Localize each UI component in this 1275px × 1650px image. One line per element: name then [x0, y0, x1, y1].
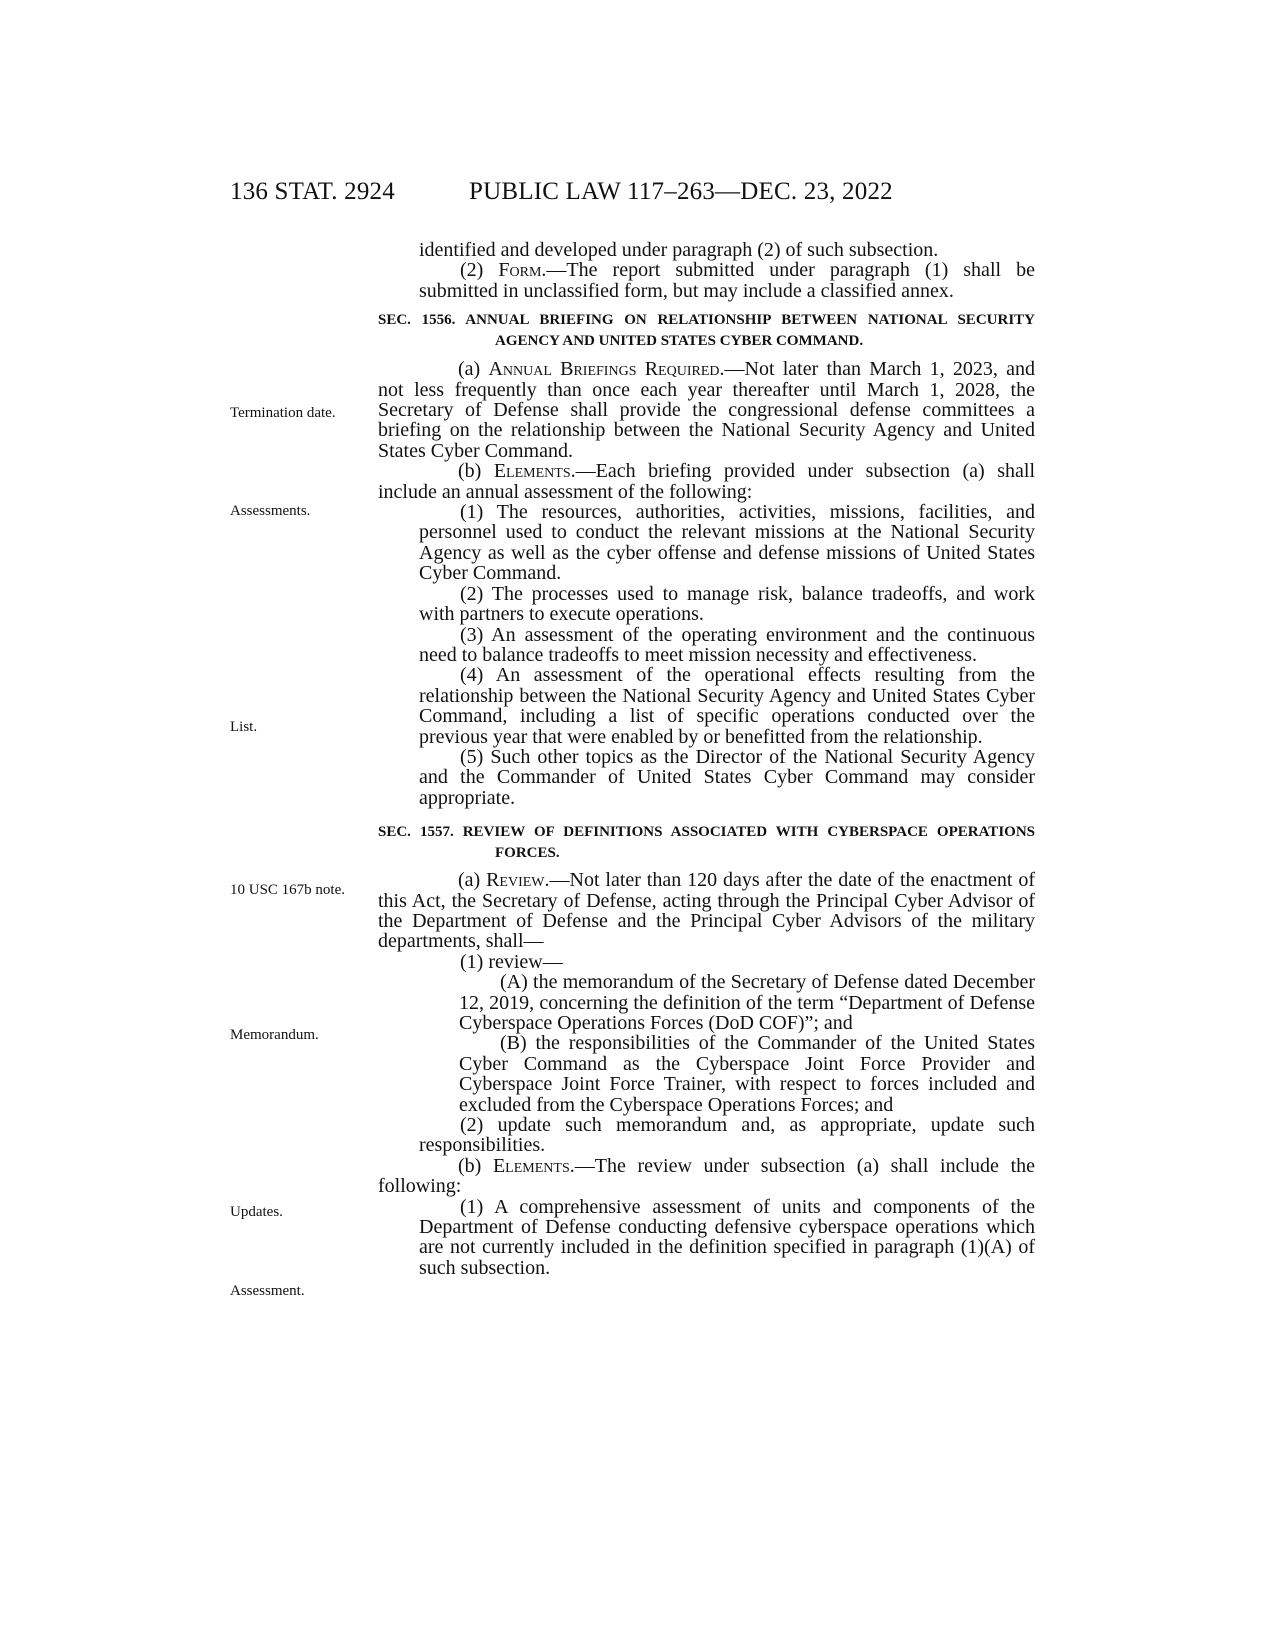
sec1557-subsection-b: (b) Elements.—The review under subsection (a) shall include the following:: [378, 1154, 1035, 1198]
sec1556-element-1: (1) The resources, authorities, activities, missions, facilities, and personnel used to conduct the relevant missions at the National Security Agency as well as the cyber offense and defense missions of United States Cyber Command.: [419, 501, 1035, 585]
margin-note-updates: Updates.: [230, 1204, 283, 1220]
sec1557-subsection-a: (a) Review.—Not later than 120 days after the date of the enactment of this Act, the Secretary of Defense, acting through the Principal Cyber Advisor of the Department of Defense and the Principal Cyber Advisors of the military departments, shall—: [378, 869, 1035, 953]
sec1556-subsection-b: (b) Elements.—Each briefing provided under subsection (a) shall include an annual assessment of the following:: [378, 460, 1035, 503]
subsection-heading-annual-briefings: Annual Briefings Required: [488, 358, 720, 381]
subsection-heading-elements: Elements: [493, 460, 571, 483]
sec1557-paragraph-1: (1) review—: [460, 950, 563, 973]
sec1556-element-4: (4) An assessment of the operational effects resulting from the relationship between the National Security Agency and United States Cyber Command, including a list of specific operations conducted over the previous year that were enabled by or benefitted from the relationship.: [419, 664, 1035, 748]
sec1557-paragraph-2: (2) update such memorandum and, as appropriate, update such responsibilities.: [419, 1114, 1035, 1157]
paragraph-2-form: (2) Form.—The report submitted under paragraph (1) shall be submitted in unclassified form, but may include a classified annex.: [419, 259, 1035, 302]
section-1556-heading: SEC. 1556. ANNUAL BRIEFING ON RELATIONSHIP BETWEEN NATIONAL SECURITY AGENCY AND UNITED STATES CYBER COMMAND.: [378, 312, 1035, 349]
margin-note-usc-citation: 10 USC 167b note.: [230, 882, 346, 898]
public-law-header: PUBLIC LAW 117–263—DEC. 23, 2022: [469, 178, 893, 205]
margin-note-termination-date: Termination date.: [230, 405, 336, 421]
sec1556-element-3: (3) An assessment of the operating environment and the continuous need to balance tradeoffs to meet mission necessity and effectiveness.: [419, 623, 1035, 666]
section-1557-heading: SEC. 1557. REVIEW OF DEFINITIONS ASSOCIATED WITH CYBERSPACE OPERATIONS FORCES.: [378, 824, 1035, 861]
margin-note-assessment: Assessment.: [230, 1283, 305, 1299]
margin-note-list: List.: [230, 719, 258, 735]
continued-paragraph: identified and developed under paragraph (2) of such subsection.: [419, 239, 939, 261]
document-body: [378, 240, 1035, 1278]
margin-note-memorandum: Memorandum.: [230, 1027, 319, 1043]
sec1557-subparagraph-b: (B) the responsibilities of the Commander of the United States Cyber Command as the Cyberspace Joint Force Provider and Cyberspace Joint Force Trainer, with respect to forces included and excluded from the Cyberspace Operations Forces; and: [459, 1032, 1035, 1116]
subsection-heading-review: Review: [486, 869, 545, 892]
subsection-heading-elements-2: Elements: [492, 1154, 570, 1177]
sec1557-subparagraph-a: (A) the memorandum of the Secretary of Defense dated December 12, 2019, concerning the definition of the term “Department of Defense Cyberspace Operations Forces (DoD COF)”; and: [459, 971, 1035, 1034]
sec1556-element-2: (2) The processes used to manage risk, balance tradeoffs, and work with partners to execute operations.: [419, 582, 1035, 626]
page-stat-citation: 136 STAT. 2924: [230, 178, 395, 205]
sec1557-element-1: (1) A comprehensive assessment of units and components of the Department of Defense conducting defensive cyberspace operations which are not currently included in the definition specified in paragraph (1)(A) of such subsection.: [419, 1195, 1035, 1279]
sec1556-element-5: (5) Such other topics as the Director of the National Security Agency and the Commander of United States Cyber Command may consider appropriate.: [419, 745, 1035, 809]
paragraph-heading-form: Form: [498, 259, 542, 282]
margin-note-assessments: Assessments.: [230, 503, 311, 519]
sec1556-subsection-a: (a) Annual Briefings Required.—Not later than March 1, 2023, and not less frequently than once each year thereafter until March 1, 2028, the Secretary of Defense shall provide the congressional defense committees a briefing on the relationship between the National Security Agency and United States Cyber Command.: [378, 358, 1035, 462]
